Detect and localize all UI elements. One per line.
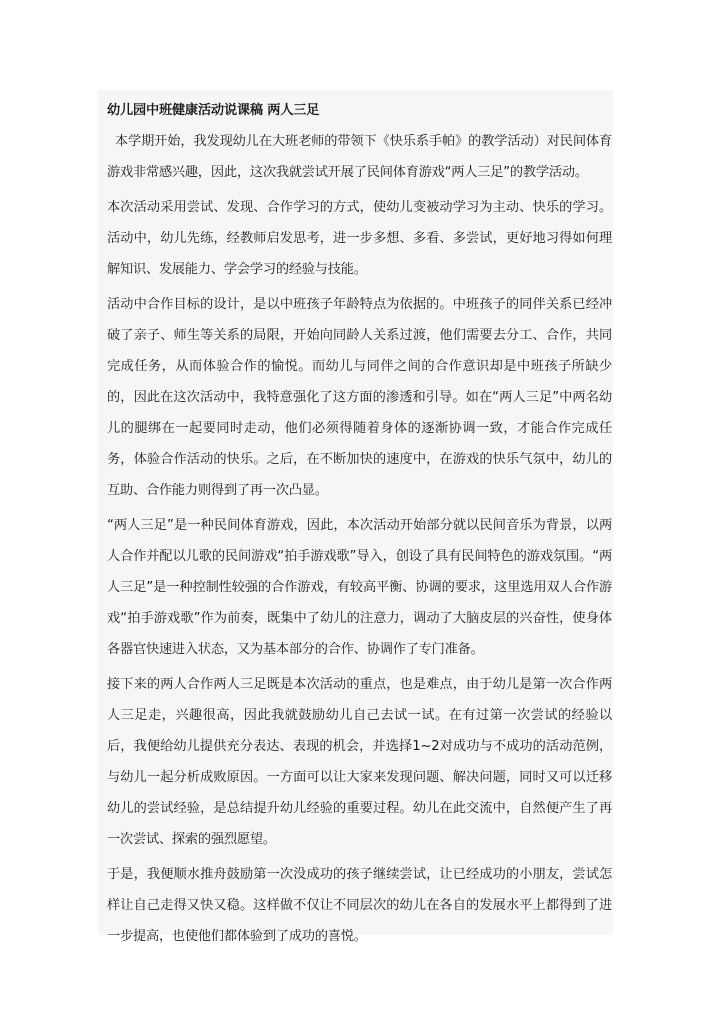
paragraph-3: 活动中合作目标的设计，是以中班孩子年龄特点为依据的。中班孩子的同伴关系已经冲破了亲子、师生等关系的局限，开始向同龄人关系过渡，他们需要去分工、合作，共同完成任务，从而体验合作的愉悦。而幼儿与同伴之间的合作意识却是中班孩子所缺少的，因此在这次活动中，我特意强化了这方面的渗透和引导。如在“两人三足”中两名幼儿的腿绑在一起要同时走动，他们必须得随着身体的逐渐协调一致，才能合作完成任务，体验合作活动的快乐。之后，在不断加快的速度中，在游戏的快乐气氛中，幼儿的互助、合作能力则得到了再一次凸显。 [107,297,612,498]
paragraph-2: 本次活动采用尝试、发现、合作学习的方式，使幼儿变被动学习为主动、快乐的学习。活动中，幼儿先练，经教师启发思考，进一步多想、多看、多尝试，更好地习得如何理解知识、发展能力、学会学习的经验与技能。 [107,200,612,277]
paragraph-5: 接下来的两人合作两人三足既是本次活动的重点，也是难点，由于幼儿是第一次合作两人三足走，兴趣很高，因此我就鼓励幼儿自己去试一试。在有过第一次尝试的经验以后，我便给幼儿提供充分表达、表现的机会，并选择1~2对成功与不成功的活动范例，与幼儿一起分析成败原因。一方面可以让大家来发现问题、解决问题，同时又可以迁移幼儿的尝试经验，是总结提升幼儿经验的重要过程。幼儿在此交流中，自然便产生了再一次尝试、探索的强烈愿望。 [107,677,612,847]
paragraph-4: “两人三足”是一种民间体育游戏，因此，本次活动开始部分就以民间音乐为背景，以两人合作并配以儿歌的民间游戏“拍手游戏歌”导入，创设了具有民间特色的游戏氛围。“两人三足”是一种控制性较强的合作游戏，有较高平衡、协调的要求，这里选用双人合作游戏“拍手游戏歌”作为前奏，既集中了幼儿的注意力，调动了大脑皮层的兴奋性，使身体各器官快速进入状态，又为基本部分的合作、协调作了专门准备。 [107,518,612,657]
document-content [107,95,612,956]
document-title: 幼儿园中班健康活动说课稿 两人三足 [107,103,320,118]
paragraph-6: 于是，我便顺水推舟鼓励第一次没成功的孩子继续尝试，让已经成功的小朋友，尝试怎样让自己走得又快又稳。这样做不仅让不同层次的幼儿在各自的发展水平上都得到了进一步提高，也使他们都体验到了成功的喜悦。 [107,867,612,944]
paragraph-1: 本学期开始，我发现幼儿在大班老师的带领下《快乐系手帕》的教学活动）对民间体育游戏非常感兴趣，因此，这次我就尝试开展了民间体育游戏“两人三足”的教学活动。 [107,134,612,180]
